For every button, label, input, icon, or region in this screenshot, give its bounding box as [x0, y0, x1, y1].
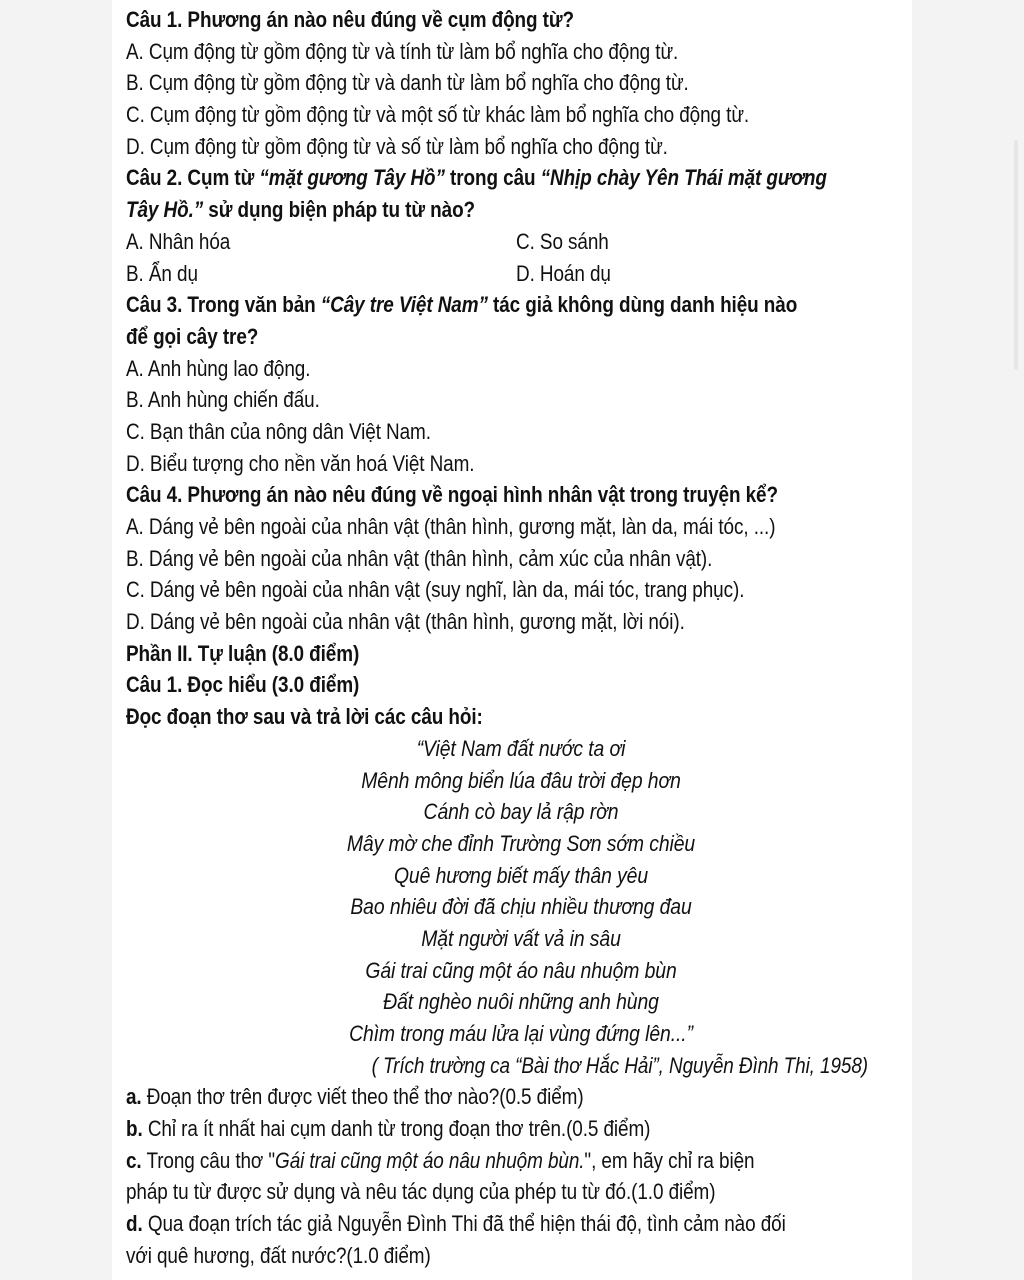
question-c: [126, 1145, 805, 1177]
question-1-option-d: D. Cụm động từ gồm động từ và số từ làm bổ nghĩa cho động từ.: [126, 133, 668, 159]
question-2-quote-part1: “Nhịp chày Yên Thái mặt gương: [540, 165, 827, 191]
question-2-prefix: Câu 2. Cụm từ: [126, 165, 260, 191]
question-3-prefix: Câu 3. Trong văn bản: [126, 292, 321, 318]
left-margin: [0, 0, 112, 1280]
question-2-title-cont: [126, 194, 805, 226]
poem-line: Gái trai cũng một áo nâu nhuộm bùn: [365, 957, 677, 983]
poem-citation-block: [126, 1050, 916, 1082]
question-2-quote-part2: Tây Hồ.”: [126, 197, 204, 223]
question-b-label: b.: [126, 1116, 143, 1142]
question-2-suffix: sử dụng biện pháp tu từ nào?: [203, 197, 476, 223]
question-3-option-a: A. Anh hùng lao động.: [126, 355, 311, 381]
question-a-text: Đoạn thơ trên được viết theo thể thơ nào?(0.5 điểm): [141, 1084, 584, 1110]
poem-line: Mây mờ che đỉnh Trường Sơn sớm chiều: [346, 830, 696, 856]
question-1-title: Câu 1. Phương án nào nêu đúng về cụm động từ?: [126, 7, 574, 32]
question-2-title: [126, 162, 827, 194]
document-page: [112, 0, 912, 1280]
question-c-quote: Gái trai cũng một áo nâu nhuộm bùn.: [275, 1147, 585, 1173]
question-4-option-b: B. Dáng vẻ bên ngoài của nhân vật (thân hình, cảm xúc của nhân vật).: [126, 545, 713, 571]
poem-line: Mênh mông biển lúa đâu trời đẹp hơn: [361, 767, 681, 793]
question-a: [126, 1081, 805, 1113]
question-2-option-d: D. Hoán dụ: [516, 260, 611, 286]
part-2-heading: Phần II. Tự luận (8.0 điểm): [126, 640, 360, 666]
question-2-option-c: C. So sánh: [516, 228, 609, 254]
question-3-title: [126, 289, 805, 321]
question-4-option-a: A. Dáng vẻ bên ngoài của nhân vật (thân hình, gương mặt, làn da, mái tóc, ...): [126, 514, 776, 539]
question-d: [126, 1208, 805, 1240]
right-margin: [912, 0, 1024, 1280]
question-3-option-d: D. Biểu tượng cho nền văn hoá Việt Nam.: [126, 450, 475, 476]
question-4-title: Câu 4. Phương án nào nêu đúng về ngoại hình nhân vật trong truyện kể?: [126, 482, 778, 508]
scrollbar[interactable]: [1014, 140, 1018, 370]
question-c-text-end: ", em hãy chỉ ra biện: [584, 1147, 755, 1173]
question-1-option-c: C. Cụm động từ gồm động từ và một số từ khác làm bổ nghĩa cho động từ.: [126, 102, 750, 128]
question-d-text: Qua đoạn trích tác giả Nguyễn Đình Thi đã thể hiện thái độ, tình cảm nào đối: [142, 1211, 786, 1237]
poem-line: Quê hương biết mấy thân yêu: [393, 862, 649, 888]
question-3-title-cont: để gọi cây tre?: [126, 323, 259, 349]
question-2-row-2: [126, 258, 916, 290]
question-3-work-title: “Cây tre Việt Nam”: [320, 292, 488, 318]
poem-line: Đất nghèo nuôi những anh hùng: [383, 989, 659, 1015]
question-2-option-a: A. Nhân hóa: [126, 228, 231, 254]
poem-line: Mặt người vất vả in sâu: [421, 925, 621, 951]
question-b: [126, 1113, 805, 1145]
question-4-option-c: C. Dáng vẻ bên ngoài của nhân vật (suy nghĩ, làn da, mái tóc, trang phục).: [126, 577, 745, 603]
question-d-cont: với quê hương, đất nước?(1.0 điểm): [126, 1242, 431, 1268]
reading-instruction: Đọc đoạn thơ sau và trả lời các câu hỏi:: [126, 704, 483, 730]
poem-line: “Việt Nam đất nước ta ơi: [416, 735, 626, 761]
poem: [126, 733, 916, 1050]
reading-section-heading: Câu 1. Đọc hiểu (3.0 điểm): [126, 672, 360, 698]
question-2-option-b: B. Ẩn dụ: [126, 260, 198, 286]
question-d-label: d.: [126, 1211, 143, 1237]
poem-line: Cánh cò bay lả rập rờn: [423, 799, 619, 825]
question-a-label: a.: [126, 1084, 142, 1110]
question-1-option-a: A. Cụm động từ gồm động từ và tính từ làm bổ nghĩa cho động từ.: [126, 38, 679, 64]
question-c-label: c.: [126, 1147, 142, 1173]
poem-citation: ( Trích trường ca “Bài thơ Hắc Hải”, Nguyễn Đình Thi, 1958): [371, 1052, 868, 1078]
question-2-phrase: “mặt gương Tây Hồ”: [259, 165, 445, 191]
question-3-option-c: C. Bạn thân của nông dân Việt Nam.: [126, 418, 431, 444]
question-3-suffix: tác giả không dùng danh hiệu nào: [487, 292, 798, 318]
document-content: [126, 4, 916, 1272]
question-c-cont: pháp tu từ được sử dụng và nêu tác dụng của phép tu từ đó.(1.0 điểm): [126, 1179, 716, 1205]
question-c-text: Trong câu thơ ": [141, 1147, 276, 1173]
question-1-option-b: B. Cụm động từ gồm động từ và danh từ làm bổ nghĩa cho động từ.: [126, 70, 689, 96]
question-3-option-b: B. Anh hùng chiến đấu.: [126, 387, 320, 413]
poem-line: Chìm trong máu lửa lại vùng đứng lên...”: [349, 1021, 693, 1046]
question-2-middle: trong câu: [444, 165, 541, 191]
question-4-option-d: D. Dáng vẻ bên ngoài của nhân vật (thân hình, gương mặt, lời nói).: [126, 609, 685, 635]
question-b-text: Chỉ ra ít nhất hai cụm danh từ trong đoạn thơ trên.(0.5 điểm): [142, 1116, 651, 1142]
poem-line: Bao nhiêu đời đã chịu nhiều thương đau: [350, 894, 692, 920]
question-2-row-1: [126, 226, 916, 258]
